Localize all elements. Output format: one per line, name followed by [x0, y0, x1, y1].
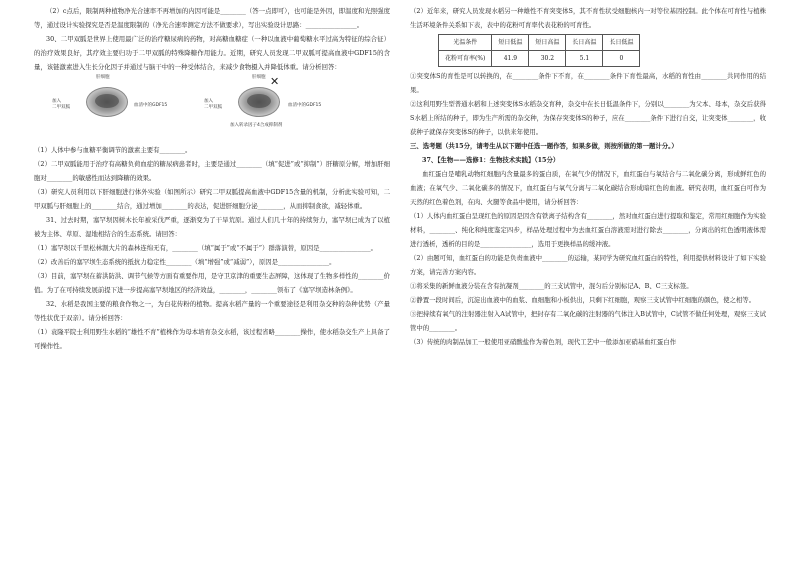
table-cell: 5.1: [566, 51, 603, 67]
left-paragraph-9: （3）目前，塞罕坝在蓄洪防洪、调节气候等方面有重要作用，是守卫京津的重要生态屏障，这体现了生物多样性的________价值。为了在可持续发展前提下进一步提高塞罕坝地区的经济效益，________，________领布了《塞罕坝造林条例》。: [34, 272, 390, 294]
table-header-cell: 长日低温: [603, 35, 640, 51]
left-paragraph-1: （2）c点后，限制两种植物净光合速率不再增加的内因可能是________（答一点即可），也可能是外因，即温度和光照强度等，通过设计实验探究是否是温度限制的（净光合速率测定方法不做要求），写出实验设计思路：________________。: [34, 7, 390, 29]
table-header-cell: 长日高温: [566, 35, 603, 51]
figure-label-gdf15-1: 血清中的GDF15: [134, 103, 168, 108]
right-paragraph-2: ①突变体S的育性是可以转换的，在________条件下不育，在________条件下育性最高，水稻的育性由________共同作用的结果。: [410, 72, 766, 94]
right-paragraph-4: 血红蛋白是哺乳动物红细胞内含量最多的蛋白质，在氧气少的情况下，血红蛋白与氧结合与二氧化碳分离，形成鲜红色的血液；在氧气少、二氧化碳多的情况下，血红蛋白与氧气分离与二氧化碳结合形成暗红色的血液。研究表明，血红蛋白可作为天然的红色着色剂，在肉、火腿等食品中使用，请分析回答：: [410, 170, 766, 206]
figure-label-liver-cell-2: 肝细胞: [252, 75, 266, 80]
left-paragraph-10: 32、水稻是我国主要的粮食作物之一，为白花传粉的植物。提高水稻产量的一个重要途径是利用杂交种的杂种优势（产量等性状优于双亲）。请分析回答：: [34, 300, 390, 322]
figure-label-gdf15-2: 血清中的GDF15: [288, 103, 322, 108]
left-paragraph-3: （1）人体中参与血糖平衡调节的激素主要有________。: [34, 146, 192, 154]
right-paragraph-8: ②静置一段时间后，沉淀出血液中的血浆、血细胞和小板供出，只剩下红细胞，观察三支试管中红细胞的颜色，使之相等。: [410, 296, 756, 304]
figure-label-add-metformin-1: 加入 二甲双胍: [52, 99, 70, 110]
table-header-cell: 光温条件: [439, 35, 492, 51]
left-column: [34, 4, 390, 353]
table-header-cell: 短日高温: [529, 35, 566, 51]
left-paragraph-11: （1）袁隆平院士利用野生水稻的“雄性不育”植株作为母本培育杂交水稻，该过程省略________操作，使水稻杂交生产上具备了可操作性。: [34, 328, 390, 350]
table-header-cell: 短日低温: [492, 35, 529, 51]
table-row: [439, 51, 640, 67]
table-row-label: 花粉可育率(%): [439, 51, 492, 67]
left-paragraph-7: （1）塞罕坝以千里松林割大片的森林连绵无有，________（填“属于”或“不属于”）群落演替，原因是________________。: [34, 244, 378, 252]
left-paragraph-6: 31、过去时期，塞罕坝因树木长年被采伐严重，逐渐变为了干旱荒原。通过人们几十年的持续努力，塞罕坝已成为了以植被为主体、草原、湿地相结合的生态系统。请回答：: [34, 216, 390, 238]
culture-dish-1: [86, 87, 128, 117]
culture-dish-2: [238, 87, 280, 117]
table-cell: 30.2: [529, 51, 566, 67]
left-paragraph-2: 30、二甲双胍是世界上使用最广泛的治疗糖尿病的药物，对高糖血糖症（一种以血液中葡萄糖水平过高为特征的综合征）的治疗效果良好，其疗效主要归功于二甲双胍的特殊降糖作用能力。近期，研究人员发现二甲双胍可提高血液中GDF15的含量，该链激素进入生长分化因子并通过与脑干中的一种受体结合，来减少食物摄入并降低体重。请分析回答：: [34, 35, 390, 71]
right-paragraph-1: （2）近年来，研究人员发现水稻另一种雄性不育突变体S，其不育性状受细胞核内一对等位基因控制。此个体在可育性与植株生活环境条件关系如下表，表中的花粉可育率代表花粉的可育性。: [410, 7, 766, 29]
table-cell: 0: [603, 51, 640, 67]
left-paragraph-4: （2）二甲双胍能用于治疗有高糖负荷血症的糖尿病患者时，主要是通过________（填“促进”或“抑制”）肝糖原分解，增加肝细胞对________的敏感性而达到降糖的效果。: [34, 160, 390, 182]
cross-mark-icon: ✕: [270, 75, 280, 88]
experiment-figure: [34, 75, 390, 141]
left-paragraph-8: （2）改善后的塞罕坝生态系统的抵抗力稳定性________（填“增强”或“减弱”），原因是________________。: [34, 258, 336, 266]
table-cell: 41.9: [492, 51, 529, 67]
right-paragraph-5: （1）人体内血红蛋白呈现红色的原因是因含有铁离子结构含有________，然对血红蛋白进行提取和鉴定，常用红细胞作为实验材料，________、纯化和纯度鉴定四步，样品处理过程中为去血红蛋白溶液需对进行除去________，分离出的红色透明液体需进行透析，透析的目的是________________，选用于更换样品的缓冲液。: [410, 212, 766, 248]
figure-label-liver-cell-1: 肝细胞: [96, 75, 110, 80]
right-paragraph-6: （2）由题可知，血红蛋白的功能是负责血液中________的运输，某同学为研究血红蛋白的特性，利用提供材料设计了如下实验方案，请完善方案内容。: [410, 254, 766, 276]
figure-caption: 加入转录因子4合成抑制剂: [230, 123, 283, 128]
fertility-table: [438, 34, 640, 67]
section-title: 三、选考题（共15分，请考生从以下题中任选一题作答，如果多做，则按所做的第一题计分。）: [410, 142, 678, 150]
question-title: 37、【生物——选修1：生物技术实践】（15分）: [422, 156, 560, 164]
figure-label-add-metformin-2: 加入 二甲双胍: [204, 99, 222, 110]
right-paragraph-10: （3）传统的肉制品加工一般使用亚硝酸盐作为着色剂，现代工艺中一般添加亚硝基血红蛋白作: [410, 338, 677, 346]
right-paragraph-3: ②这利用野生型普通水稻和上述突变体S水稻杂交育种，杂交中在长日低温条件下，分别以________为父本、母本，杂交后获得S水稻上所结的种子，即为生产所需的杂交种，为保存突变体S的种子，应在________条件下进行自交，让突变体________，收获种子就保存突变体S的种子，以供来年使用。: [410, 100, 766, 136]
right-paragraph-7: ①将采集的新鲜血液分装在含有抗凝剂________的三支试管中，混匀后分别标记A、B、C三支标签。: [410, 282, 693, 290]
table-header-row: [439, 35, 640, 51]
left-paragraph-5: （3）研究人员利用以下肝细胞进行体外实验（如图所示）研究二甲双胍提高血液中GDF15含量的机制，分析此实验可知，二甲双胍与肝细胞上的________结合，通过增加________的表达，促进肝细胞分泌________，从而抑制食欲，减轻体重。: [34, 188, 390, 210]
right-paragraph-9: ③把持续有氧气的注射器注射入A试管中，把封存有二氧化碳的注射器的气体注入B试管中，C试管不做任何处理，观察三支试管中的________。: [410, 310, 766, 332]
right-column: [410, 4, 766, 349]
